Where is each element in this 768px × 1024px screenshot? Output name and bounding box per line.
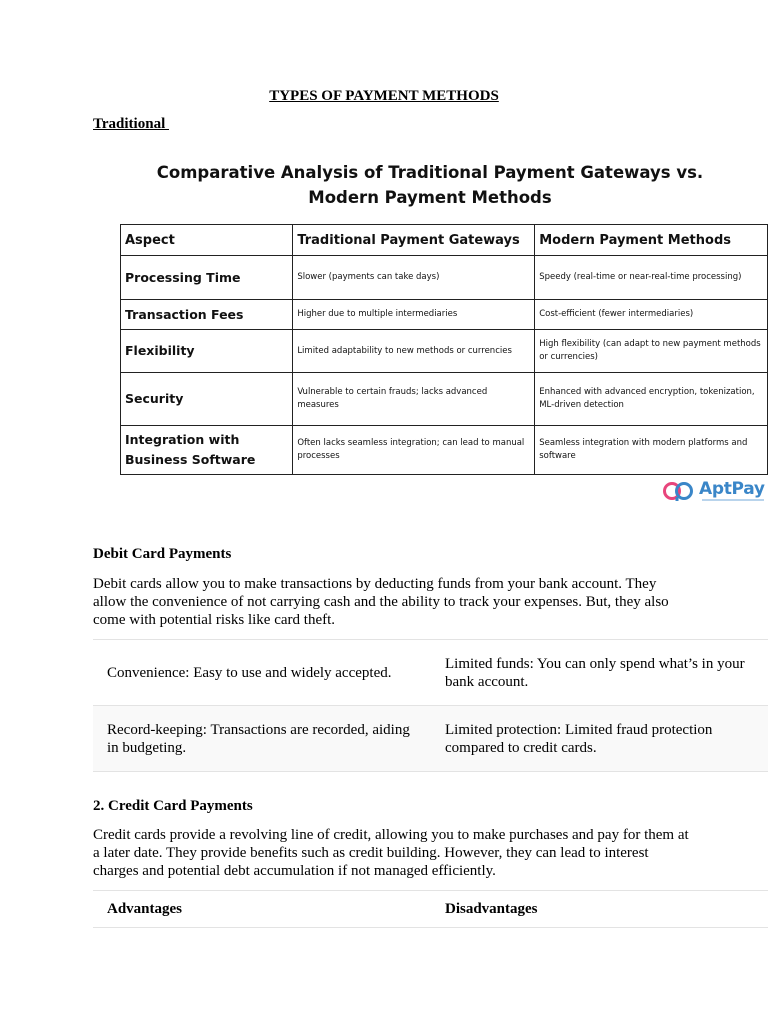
debit-paragraph: Debit cards allow you to make transactions by deducting funds from your bank account. They allow the convenience of not carrying cash and the ability to track your expenses. But, they also come with potential risks like card theft. (93, 576, 669, 628)
header-advantages: Advantages (93, 891, 431, 928)
modern-cell: Seamless integration with modern platforms and software (535, 426, 768, 475)
comparison-row-flexibility (121, 330, 768, 373)
traditional-cell: Vulnerable to certain frauds; lacks advanced measures (293, 373, 535, 426)
aptpay-logo-tagline-bar (702, 499, 764, 501)
comparison-row-transaction-fees (121, 300, 768, 330)
pro-cell: Convenience: Easy to use and widely accepted. (93, 640, 431, 706)
comparison-row-processing-time (121, 256, 768, 300)
table-row (93, 706, 768, 772)
modern-cell: Cost-efficient (fewer intermediaries) (535, 300, 768, 330)
debit-pros-cons-table (93, 639, 768, 772)
traditional-cell: Higher due to multiple intermediaries (293, 300, 535, 330)
comparison-header-row (121, 225, 768, 256)
section-heading-traditional: Traditional (93, 116, 169, 132)
traditional-cell: Often lacks seamless integration; can lead to manual processes (293, 426, 535, 475)
aspect-cell: Processing Time (121, 256, 293, 300)
aspect-cell: Transaction Fees (121, 300, 293, 330)
figure-title-line-2: Modern Payment Methods (308, 188, 552, 207)
aspect-cell: Integration with Business Software (121, 426, 293, 475)
credit-pros-cons-table (93, 890, 768, 928)
con-cell: Limited funds: You can only spend what’s in your bank account. (431, 640, 768, 706)
figure-title (120, 160, 740, 210)
aspect-cell: Security (121, 373, 293, 426)
table-header-row (93, 891, 768, 928)
credit-paragraph: Credit cards provide a revolving line of credit, allowing you to make purchases and pay for them at a later date. They provide benefits such as credit building. However, they can lead to interest charges and potential debt accumulation if not managed efficiently. (93, 827, 689, 879)
section-heading-credit: 2. Credit Card Payments (93, 798, 253, 814)
section-heading-debit: Debit Card Payments (93, 546, 232, 562)
comparison-row-security (121, 373, 768, 426)
document-title: TYPES OF PAYMENT METHODS (269, 88, 499, 104)
header-modern: Modern Payment Methods (535, 225, 768, 256)
aspect-cell: Flexibility (121, 330, 293, 373)
aptpay-logo-mark-icon (662, 481, 696, 501)
figure-title-line-1: Comparative Analysis of Traditional Payment Gateways vs. (156, 163, 704, 182)
aptpay-logo-text: AptPay (699, 479, 765, 499)
header-disadvantages: Disadvantages (431, 891, 768, 928)
con-cell: Limited protection: Limited fraud protection compared to credit cards. (431, 706, 768, 772)
comparison-table (120, 224, 768, 475)
traditional-cell: Slower (payments can take days) (293, 256, 535, 300)
comparison-row-integration (121, 426, 768, 475)
traditional-cell: Limited adaptability to new methods or currencies (293, 330, 535, 373)
header-traditional: Traditional Payment Gateways (293, 225, 535, 256)
header-aspect: Aspect (121, 225, 293, 256)
pro-cell: Record-keeping: Transactions are recorded, aiding in budgeting. (93, 706, 431, 772)
modern-cell: High flexibility (can adapt to new payment methods or currencies) (535, 330, 768, 373)
table-row (93, 640, 768, 706)
modern-cell: Speedy (real-time or near-real-time processing) (535, 256, 768, 300)
modern-cell: Enhanced with advanced encryption, tokenization, ML-driven detection (535, 373, 768, 426)
